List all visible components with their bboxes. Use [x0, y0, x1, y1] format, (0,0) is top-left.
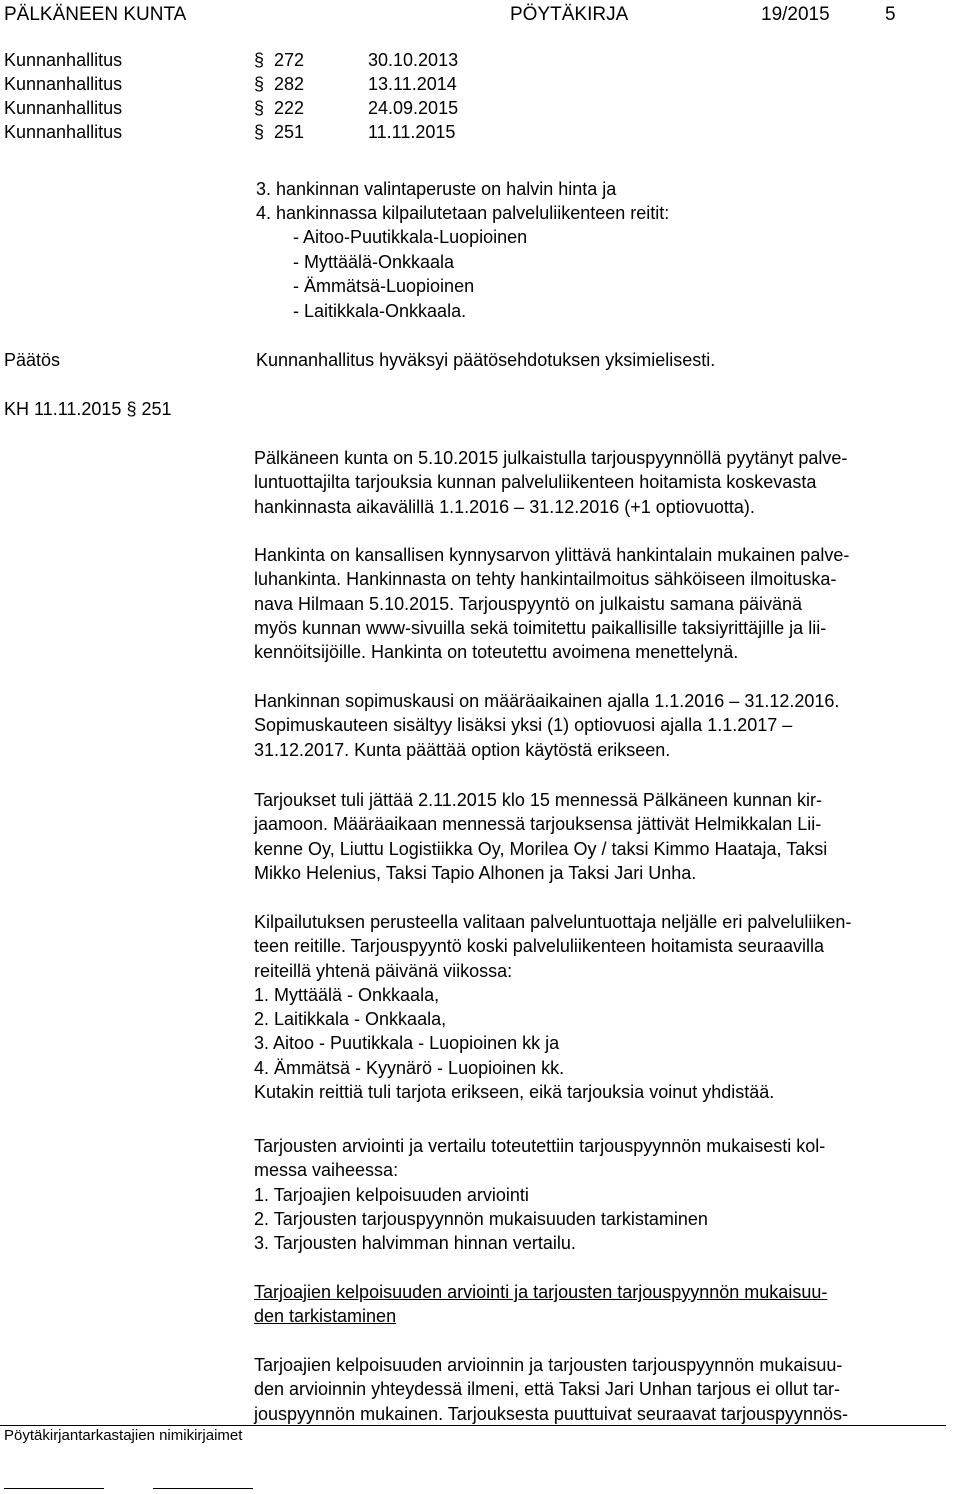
document-type: PÖYTÄKIRJA	[510, 4, 629, 25]
section-icon: §	[254, 98, 265, 118]
reference-section: 272	[274, 50, 305, 70]
route-list-item: 4. Ämmätsä - Kyynärö - Luopioinen kk.	[254, 1057, 565, 1078]
text-line: myös kunnan www-sivuilla sekä toimitettu paikallisille taksiyrittäjille ja lii-	[254, 617, 827, 638]
body-paragraph-3	[254, 689, 954, 762]
text-line: luntuottajilta tarjouksia kunnan palveluliikenteen hoitamista koskevasta	[254, 472, 817, 493]
reference-row	[4, 72, 664, 96]
text-line: 31.12.2017. Kunta päättää option käytöstä erikseen.	[254, 739, 671, 760]
text-line: teen reitille. Tarjouspyyntö koski palveluliikenteen hoitamista seuraavilla	[254, 936, 824, 957]
signature-line	[4, 1488, 104, 1489]
reference-date: 13.11.2014	[368, 74, 457, 94]
phase-list-item: 2. Tarjousten tarjouspyynnön mukaisuuden tarkistaminen	[254, 1208, 708, 1229]
text-line: Tarjousten arviointi ja vertailu toteutettiin tarjouspyynnön mukaisesti kol-	[254, 1136, 826, 1156]
reference-body: Kunnanhallitus	[4, 122, 123, 142]
reference-date: 24.09.2015	[368, 98, 459, 118]
text-line: Sopimuskauteen sisältyy lisäksi yksi (1) optiovuosi ajalla 1.1.2017 –	[254, 715, 793, 736]
route-item: - Laitikkala-Onkkaala.	[293, 301, 467, 321]
section-icon: §	[254, 74, 265, 94]
text-line: jouspyynnön mukainen. Tarjouksesta puuttuivat seuraavat tarjouspyynnös-	[254, 1403, 849, 1424]
heading-line: Tarjoajien kelpoisuuden arviointi ja tarjousten tarjouspyynnön mukaisuu-	[254, 1282, 828, 1302]
body-paragraph-7	[254, 1353, 954, 1426]
text-line: Hankinnan sopimuskausi on määräaikainen ajalla 1.1.2016 – 31.12.2016.	[254, 691, 840, 711]
reference-row	[4, 96, 664, 120]
decision-text: Kunnanhallitus hyväksyi päätösehdotuksen yksimielisesti.	[256, 350, 716, 370]
kh-reference	[4, 397, 172, 421]
route-item: - Aitoo-Puutikkala-Luopioinen	[293, 227, 528, 247]
reference-row	[4, 120, 664, 144]
body-paragraph-6	[254, 1134, 954, 1255]
criteria-item-3: 3. hankinnan valintaperuste on halvin hinta ja	[256, 179, 617, 199]
body-paragraph-1	[254, 446, 954, 519]
text-line: kenne Oy, Liuttu Logistiikka Oy, Morilea Oy / taksi Kimmo Haataja, Taksi	[254, 838, 828, 859]
footer-label: Pöytäkirjantarkastajien nimikirjaimet	[4, 1427, 243, 1444]
text-line: Kutakin reittiä tuli tarjota erikseen, eikä tarjouksia voinut yhdistää.	[254, 1082, 775, 1103]
reference-body: Kunnanhallitus	[4, 98, 123, 118]
section-heading	[254, 1280, 954, 1329]
route-item: - Myttäälä-Onkkaala	[293, 252, 455, 272]
document-number: 19/2015	[761, 4, 830, 25]
reference-date: 11.11.2015	[368, 122, 456, 142]
text-line: Tarjoajien kelpoisuuden arvioinnin ja tarjousten tarjouspyynnön mukaisuu-	[254, 1355, 843, 1375]
heading-line: den tarkistaminen	[254, 1306, 397, 1327]
municipality-name: PÄLKÄNEEN KUNTA	[4, 4, 187, 25]
text-line: nava Hilmaan 5.10.2015. Tarjouspyyntö on julkaistu samana päivänä	[254, 593, 803, 614]
body-paragraph-2	[254, 543, 954, 664]
text-line: Mikko Helenius, Taksi Tapio Alhonen ja Taksi Jari Unha.	[254, 862, 697, 883]
phase-list-item: 3. Tarjousten halvimman hinnan vertailu.	[254, 1233, 576, 1254]
kh-reference-section: 251	[141, 399, 172, 419]
kh-reference-label: KH 11.11.2015	[4, 399, 122, 419]
reference-date: 30.10.2013	[368, 50, 459, 70]
text-line: den arvioinnin yhteydessä ilmeni, että Taksi Jari Unhan tarjous ei ollut tar-	[254, 1379, 840, 1400]
criteria-item-4: 4. hankinnassa kilpailutetaan palveluliikenteen reitit:	[256, 203, 670, 223]
reference-section: 222	[274, 98, 305, 118]
reference-section: 282	[274, 74, 305, 94]
section-icon: §	[254, 50, 265, 70]
text-line: Kilpailutuksen perusteella valitaan palveluntuottaja neljälle eri palveluliiken-	[254, 912, 852, 932]
decision-label: Päätös	[4, 350, 61, 370]
text-line: Tarjoukset tuli jättää 2.11.2015 klo 15 mennessä Pälkäneen kunnan kir-	[254, 790, 823, 810]
route-item: - Ämmätsä-Luopioinen	[293, 276, 475, 296]
text-line: kennöitsijöille. Hankinta on toteutettu avoimena menettelynä.	[254, 642, 739, 663]
reference-body: Kunnanhallitus	[4, 74, 123, 94]
signature-line	[153, 1488, 253, 1489]
text-line: jaamoon. Määräaikaan mennessä tarjouksensa jättivät Helmikkalan Lii-	[254, 814, 822, 835]
section-icon: §	[254, 122, 265, 142]
route-list-item: 3. Aitoo - Puutikkala - Luopioinen kk ja	[254, 1033, 560, 1054]
body-paragraph-5	[254, 910, 954, 1104]
page-number: 5	[885, 4, 896, 25]
body-paragraph-4	[254, 788, 954, 885]
text-line: Hankinta on kansallisen kynnysarvon ylittävä hankintalain mukainen palve-	[254, 545, 850, 565]
route-list-item: 1. Myttäälä - Onkkaala,	[254, 984, 440, 1005]
phase-list-item: 1. Tarjoajien kelpoisuuden arviointi	[254, 1184, 529, 1205]
reference-body: Kunnanhallitus	[4, 50, 123, 70]
text-line: hankinnasta aikavälillä 1.1.2016 – 31.12.2016 (+1 optiovuotta).	[254, 496, 755, 517]
reference-row	[4, 48, 664, 72]
route-list-item: 2. Laitikkala - Onkkaala,	[254, 1009, 447, 1030]
text-line: Pälkäneen kunta on 5.10.2015 julkaistulla tarjouspyynnöllä pyytänyt palve-	[254, 448, 848, 468]
section-icon: §	[126, 399, 137, 419]
text-line: reiteillä yhtenä päivänä viikossa:	[254, 960, 513, 981]
text-line: luhankinta. Hankinnasta on tehty hankintailmoitus sähköiseen ilmoituska-	[254, 569, 837, 590]
reference-section: 251	[274, 122, 305, 142]
text-line: messa vaiheessa:	[254, 1160, 399, 1181]
